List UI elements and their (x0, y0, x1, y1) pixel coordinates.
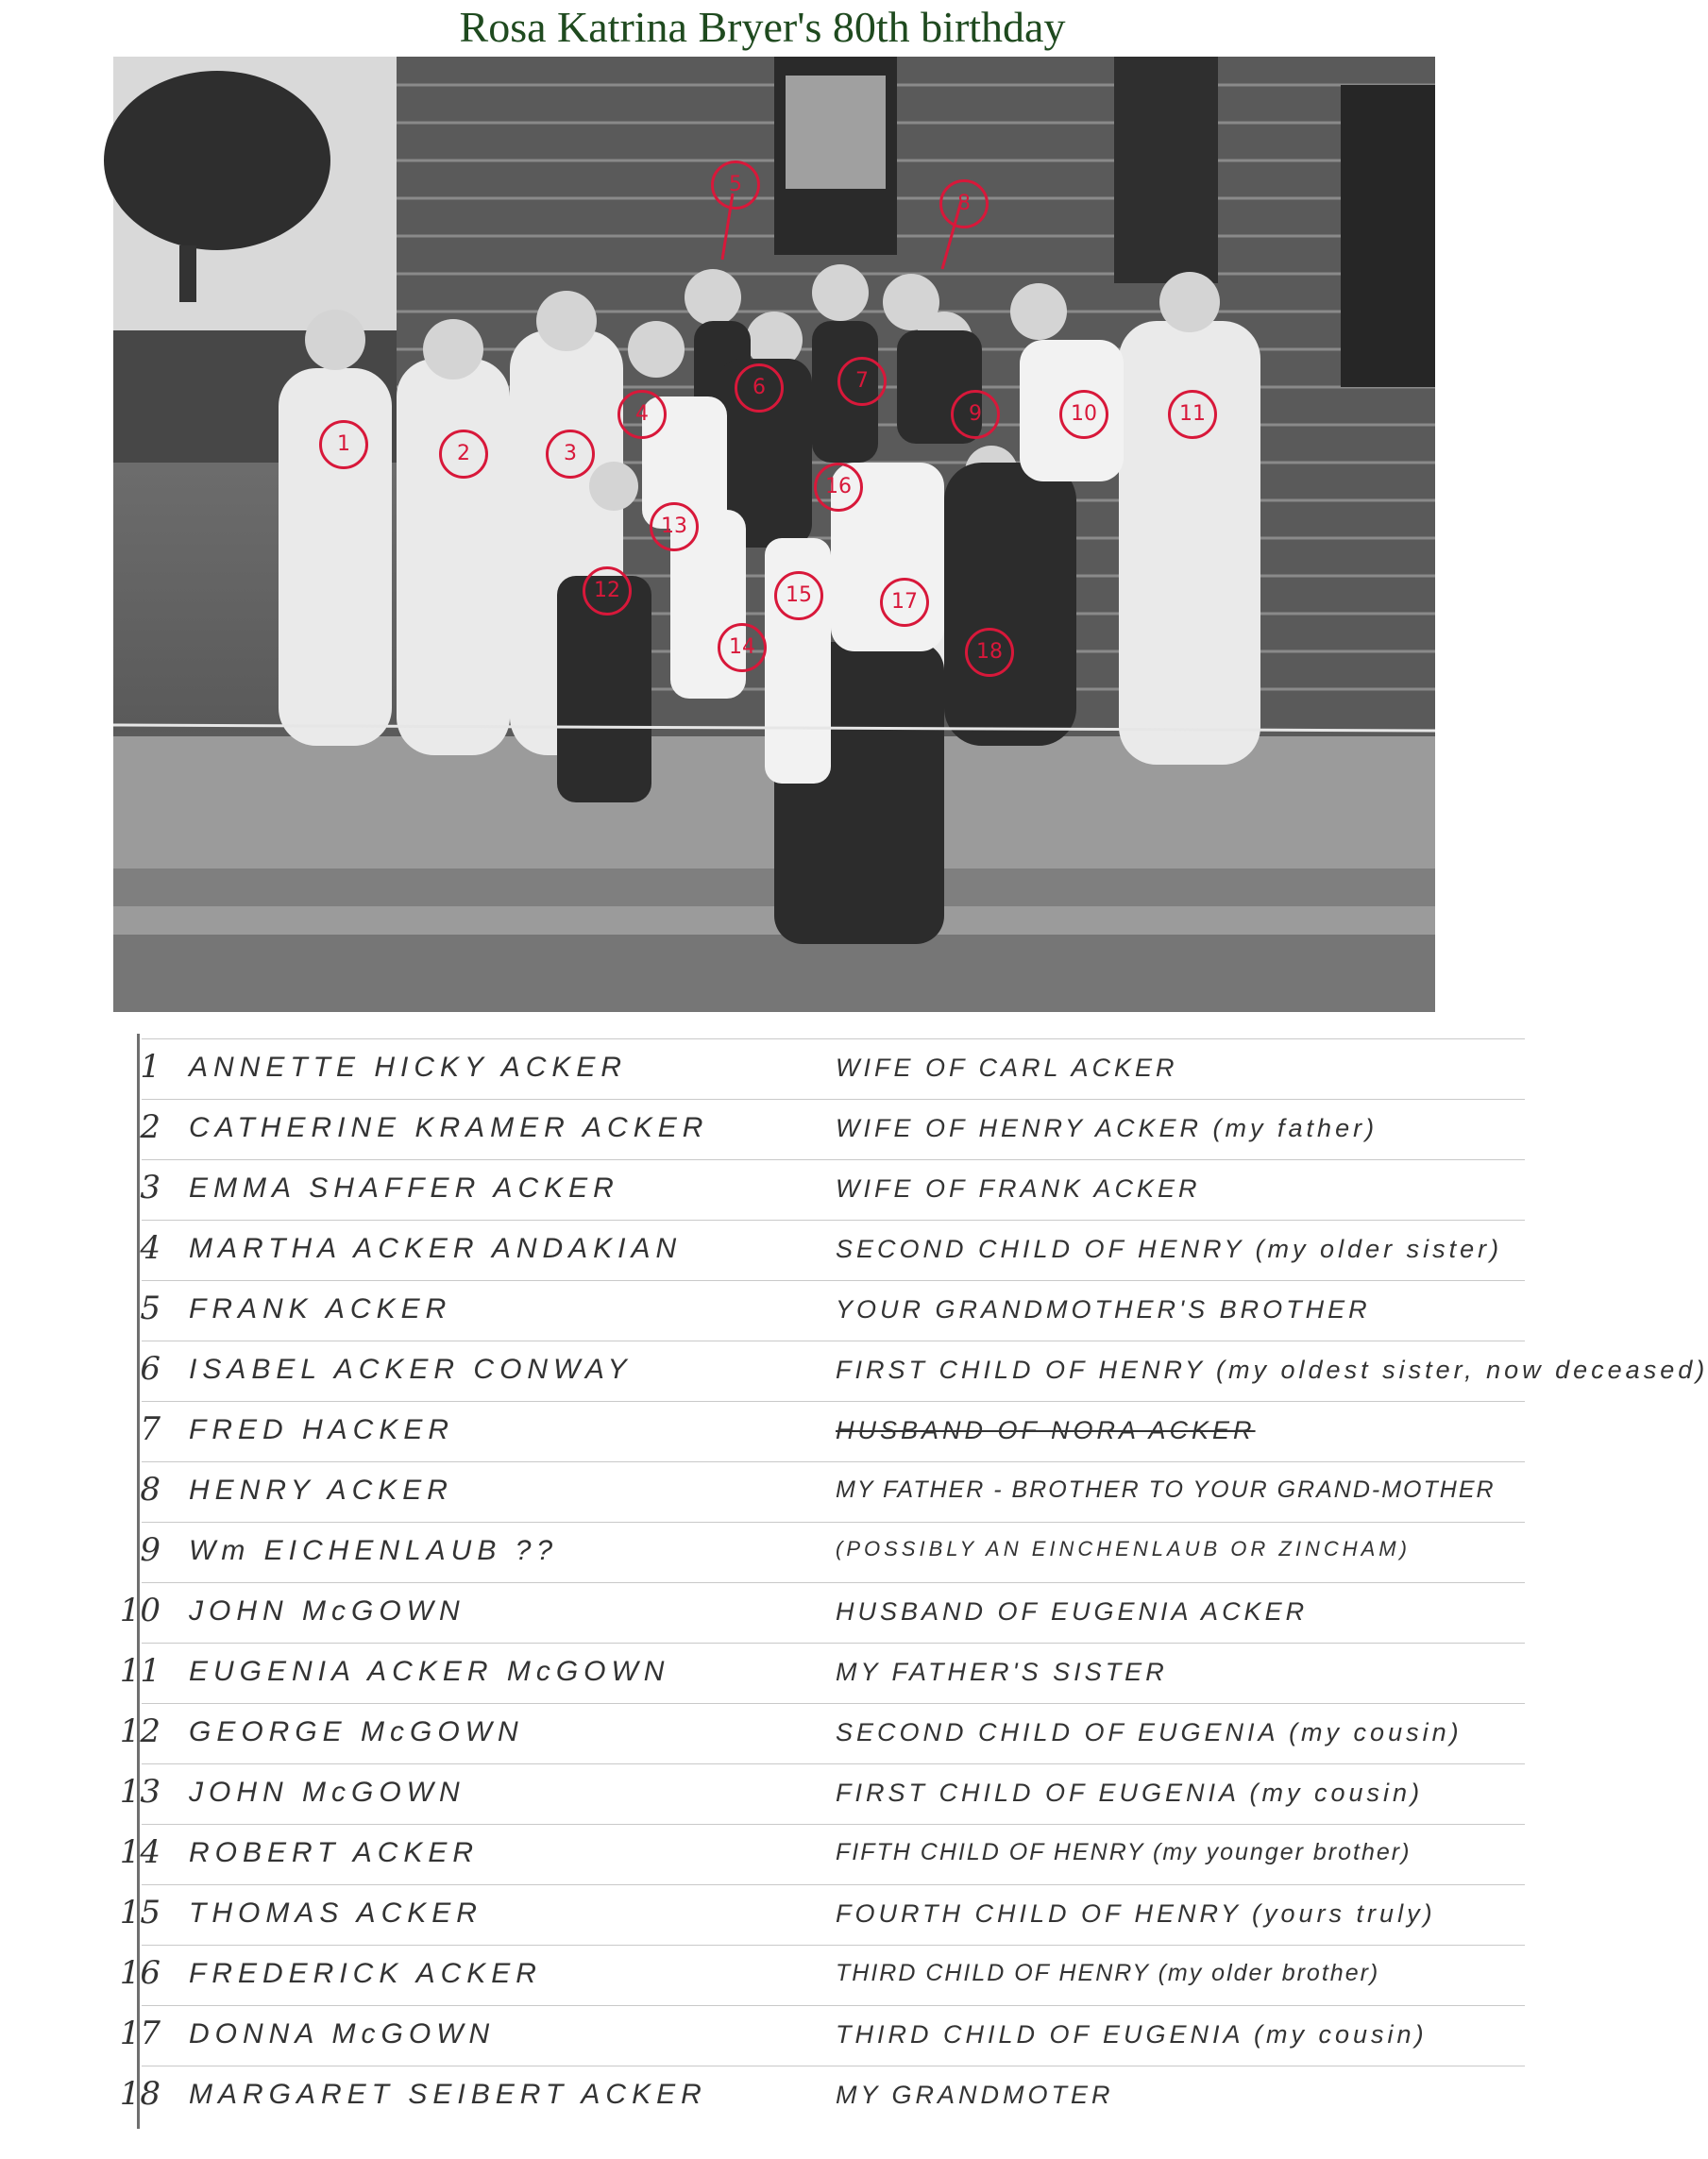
item-number: 4 (140, 1229, 161, 1267)
person-name: CATHERINE KRAMER ACKER (189, 1112, 709, 1143)
person-relation: FOURTH CHILD OF HENRY (yours truly) (836, 1899, 1436, 1928)
list-rule (142, 1038, 1525, 1039)
list-item (38, 1342, 1708, 1401)
list-rule (142, 1522, 1525, 1523)
list-item (38, 2067, 1525, 2126)
person-relation: FIFTH CHILD OF HENRY (my younger brother) (836, 1839, 1412, 1865)
person-relation: WIFE OF CARL ACKER (836, 1054, 1178, 1082)
person-relation: WIFE OF HENRY ACKER (my father) (836, 1114, 1378, 1142)
photo-marker-6: 6 (735, 363, 784, 413)
list-rule (142, 1703, 1525, 1704)
list-rule (142, 1401, 1525, 1402)
list-rule (142, 1945, 1525, 1946)
group-photo (113, 57, 1435, 1012)
person-relation: (POSSIBLY AN EINCHENLAUB OR ZINCHAM) (836, 1537, 1411, 1560)
person-relation: MY FATHER - BROTHER TO YOUR GRAND-MOTHER (836, 1476, 1496, 1503)
person-relation: SECOND CHILD OF HENRY (my older sister) (836, 1235, 1503, 1263)
person-relation: HUSBAND OF NORA ACKER (836, 1416, 1256, 1444)
list-rule (142, 1884, 1525, 1885)
photo-marker-16: 16 (814, 463, 863, 512)
item-number: 8 (140, 1471, 161, 1509)
item-number: 12 (119, 1712, 161, 1750)
item-number: 9 (140, 1531, 161, 1569)
photo-marker-3: 3 (546, 430, 595, 479)
list-item (38, 1947, 1525, 2005)
person-name: GEORGE McGOWN (189, 1716, 524, 1747)
list-rule (142, 1461, 1525, 1462)
person-relation: THIRD CHILD OF EUGENIA (my cousin) (836, 2020, 1428, 2049)
person-relation: MY FATHER'S SISTER (836, 1658, 1168, 1686)
list-rule (142, 1280, 1525, 1281)
list-rule (142, 1159, 1525, 1160)
item-number: 10 (119, 1592, 161, 1629)
item-number: 16 (119, 1954, 161, 1992)
page-title: Rosa Katrina Bryer's 80th birthday (459, 3, 1066, 51)
list-item (38, 1584, 1525, 1643)
person-name: JOHN McGOWN (189, 1595, 465, 1627)
photo-marker-10: 10 (1059, 390, 1108, 439)
item-number: 18 (119, 2075, 161, 2113)
person-relation: WIFE OF FRANK ACKER (836, 1174, 1201, 1203)
person-name: JOHN McGOWN (189, 1777, 465, 1808)
list-rule (142, 1220, 1525, 1221)
person-name: MARTHA ACKER ANDAKIAN (189, 1233, 683, 1264)
photo-marker-15: 15 (774, 571, 823, 620)
list-item (38, 1403, 1525, 1461)
list-rule (142, 1824, 1525, 1825)
photo-marker-5: 5 (711, 160, 760, 210)
person-relation: MY GRANDMOTER (836, 2081, 1114, 2109)
list-rule (142, 2005, 1525, 2006)
person-relation: SECOND CHILD OF EUGENIA (my cousin) (836, 1718, 1463, 1746)
photo-marker-1: 1 (319, 420, 368, 469)
photo-marker-4: 4 (617, 390, 667, 439)
item-number: 5 (140, 1290, 161, 1327)
person-relation: FIRST CHILD OF HENRY (my oldest sister, now deceased) (836, 1356, 1708, 1384)
list-item (38, 1282, 1525, 1341)
photo-marker-18: 18 (965, 628, 1014, 677)
list-item (38, 1463, 1525, 1522)
person-relation: HUSBAND OF EUGENIA ACKER (836, 1597, 1309, 1626)
person-name: ROBERT ACKER (189, 1837, 480, 1868)
photo-marker-13: 13 (650, 502, 699, 551)
item-number: 11 (119, 1652, 161, 1690)
item-number: 7 (140, 1410, 161, 1448)
person-relation: THIRD CHILD OF HENRY (my older brother) (836, 1960, 1380, 1986)
photo-marker-17: 17 (880, 578, 929, 627)
person-name: FRANK ACKER (189, 1293, 452, 1324)
list-item (38, 1765, 1525, 1824)
photo-marker-12: 12 (583, 566, 632, 616)
person-name: ISABEL ACKER CONWAY (189, 1354, 633, 1385)
list-rule (142, 1763, 1525, 1764)
person-name: FRED HACKER (189, 1414, 455, 1445)
item-number: 13 (119, 1773, 161, 1811)
person-name: EUGENIA ACKER McGOWN (189, 1656, 670, 1687)
person-name: HENRY ACKER (189, 1475, 453, 1506)
list-item (38, 1705, 1525, 1763)
photo-scene (113, 57, 1435, 1012)
person-name: Wm EICHENLAUB ?? (189, 1535, 559, 1566)
person-name: ANNETTE HICKY ACKER (189, 1052, 628, 1083)
photo-marker-14: 14 (718, 623, 767, 672)
person-relation: YOUR GRANDMOTHER'S BROTHER (836, 1295, 1371, 1324)
item-number: 2 (140, 1108, 161, 1146)
photo-marker-2: 2 (439, 430, 488, 479)
photo-marker-9: 9 (951, 390, 1000, 439)
item-number: 1 (140, 1048, 161, 1086)
list-item (38, 1886, 1525, 1945)
list-item (38, 1040, 1525, 1099)
person-name: FREDERICK ACKER (189, 1958, 542, 1989)
person-name: DONNA McGOWN (189, 2018, 496, 2049)
photo-marker-8: 8 (939, 179, 989, 228)
list-rule (142, 1582, 1525, 1583)
person-name: EMMA SHAFFER ACKER (189, 1172, 619, 1204)
photo-marker-7: 7 (837, 357, 887, 406)
list-item (38, 1826, 1525, 1884)
item-number: 6 (140, 1350, 161, 1388)
list-rule (142, 1099, 1525, 1100)
photo-marker-11: 11 (1168, 390, 1217, 439)
item-number: 3 (140, 1169, 161, 1206)
list-rule (142, 1643, 1525, 1644)
list-item (38, 2007, 1525, 2066)
person-name: MARGARET SEIBERT ACKER (189, 2079, 707, 2110)
item-number: 15 (119, 1894, 161, 1931)
person-name: THOMAS ACKER (189, 1898, 482, 1929)
item-number: 17 (119, 2015, 161, 2052)
list-item (38, 1524, 1525, 1582)
item-number: 14 (119, 1833, 161, 1871)
person-relation: FIRST CHILD OF EUGENIA (my cousin) (836, 1779, 1424, 1807)
people-list (38, 1038, 1708, 2159)
list-item (38, 1101, 1525, 1159)
list-item (38, 1222, 1525, 1280)
list-item (38, 1161, 1525, 1220)
list-item (38, 1645, 1525, 1703)
